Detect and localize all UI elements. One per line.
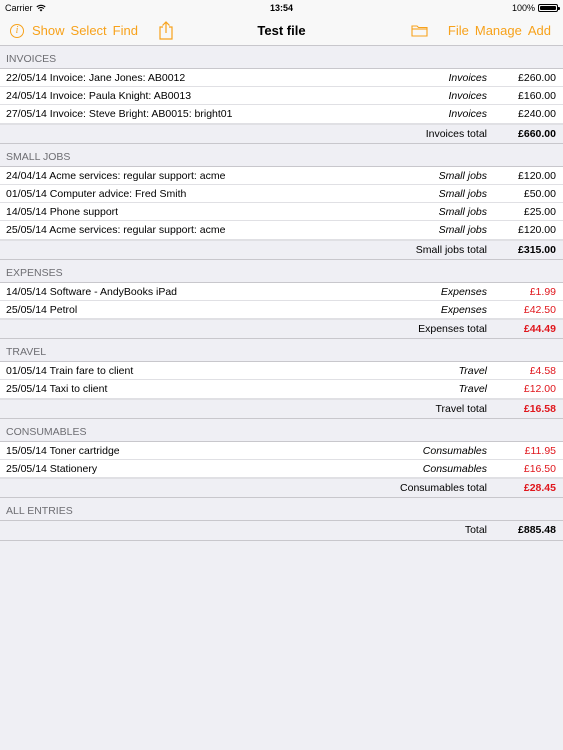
- entry-amount: £260.00: [518, 72, 556, 84]
- entry-amount: £120.00: [518, 224, 556, 237]
- show-button[interactable]: Show: [32, 23, 65, 38]
- section-total-row: [0, 319, 563, 338]
- nav-right-group: [411, 16, 551, 45]
- section-header-consumables: CONSUMABLES: [6, 425, 87, 438]
- table-row[interactable]: [0, 362, 563, 380]
- entry-category: Small jobs: [438, 187, 487, 200]
- entry-description: 25/05/14 Acme services: regular support: acme: [6, 224, 226, 237]
- document-title: Test file: [257, 23, 306, 38]
- entry-amount: £1.99: [529, 285, 556, 298]
- table-row[interactable]: [0, 283, 563, 301]
- info-icon[interactable]: i: [10, 24, 24, 38]
- entry-description: 27/05/14 Invoice: Steve Bright: AB0015: bright01: [6, 108, 233, 121]
- section-all-entries: [0, 520, 563, 540]
- entry-category: Expenses: [440, 303, 487, 316]
- entry-description: 24/04/14 Acme services: regular support: acme: [6, 169, 226, 182]
- entry-description: 25/05/14 Petrol: [6, 303, 78, 316]
- find-button[interactable]: Find: [112, 23, 138, 38]
- entry-category: Small jobs: [438, 206, 487, 219]
- entry-category: Travel: [458, 383, 487, 396]
- section-header-small-jobs: SMALL JOBS: [6, 150, 71, 163]
- entry-description: 25/05/14 Taxi to client: [6, 383, 108, 396]
- entry-amount: £16.50: [523, 463, 556, 475]
- entry-category: Invoices: [448, 72, 487, 84]
- carrier-label: Carrier: [5, 3, 33, 13]
- section-header-invoices: INVOICES: [6, 53, 57, 65]
- navigation-bar: [0, 16, 563, 46]
- entry-description: 15/05/14 Toner cartridge: [6, 444, 120, 457]
- manage-button[interactable]: Manage: [474, 23, 522, 38]
- table-row[interactable]: [0, 69, 563, 87]
- entry-description: 25/05/14 Stationery: [6, 463, 98, 475]
- entry-category: Expenses: [440, 285, 487, 298]
- entry-amount: £12.00: [523, 383, 556, 396]
- table-row[interactable]: [0, 87, 563, 105]
- grand-total-row: [0, 521, 563, 539]
- section-header-all-entries: ALL ENTRIES: [6, 505, 73, 518]
- table-row[interactable]: [0, 167, 563, 185]
- section-total-row: [0, 240, 563, 259]
- table-row[interactable]: [0, 301, 563, 319]
- folder-icon[interactable]: [411, 24, 428, 37]
- entry-amount: £240.00: [518, 108, 556, 121]
- total-label: Travel total: [435, 402, 487, 415]
- entry-amount: £120.00: [518, 169, 556, 182]
- total-label: Consumables total: [400, 482, 487, 495]
- entry-amount: £25.00: [523, 206, 556, 219]
- entry-description: 24/05/14 Invoice: Paula Knight: AB0013: [6, 90, 192, 103]
- grand-total-amount: £885.48: [518, 524, 556, 537]
- section-invoices: [0, 68, 563, 144]
- table-row[interactable]: [0, 442, 563, 460]
- table-row[interactable]: [0, 185, 563, 203]
- total-amount: £16.58: [523, 402, 556, 415]
- total-label: Expenses total: [418, 323, 487, 336]
- entry-category: Travel: [458, 365, 487, 378]
- entry-description: 14/05/14 Software - AndyBooks iPad: [6, 285, 178, 298]
- nav-left-group: [10, 16, 174, 45]
- status-bar: [0, 0, 563, 16]
- section-total-row: [0, 478, 563, 497]
- section-small-jobs: [0, 166, 563, 260]
- table-row[interactable]: [0, 380, 563, 398]
- section-total-row: [0, 124, 563, 143]
- section-travel: [0, 361, 563, 419]
- section-consumables: [0, 441, 563, 499]
- entry-amount: £50.00: [523, 187, 556, 200]
- entry-category: Small jobs: [438, 224, 487, 237]
- battery-percent: 100%: [511, 3, 535, 13]
- entry-amount: £160.00: [518, 90, 556, 103]
- table-row[interactable]: [0, 105, 563, 123]
- entry-description: 01/05/14 Train fare to client: [6, 365, 134, 378]
- share-icon[interactable]: [158, 21, 174, 40]
- total-amount: £315.00: [518, 243, 556, 256]
- total-label: Small jobs total: [415, 243, 487, 256]
- table-row[interactable]: [0, 460, 563, 478]
- total-amount: £44.49: [523, 323, 556, 336]
- table-row[interactable]: [0, 203, 563, 221]
- battery-icon: [538, 4, 558, 12]
- entry-category: Invoices: [448, 108, 487, 121]
- select-button[interactable]: Select: [70, 23, 107, 38]
- entry-category: Consumables: [422, 444, 487, 457]
- section-header-travel: TRAVEL: [6, 346, 47, 359]
- status-time: 13:54: [269, 3, 294, 13]
- entry-description: 14/05/14 Phone support: [6, 206, 119, 219]
- grand-total-label: Total: [464, 524, 487, 537]
- section-expenses: [0, 282, 563, 340]
- entry-category: Consumables: [422, 463, 487, 475]
- entry-description: 01/05/14 Computer advice: Fred Smith: [6, 187, 187, 200]
- file-button[interactable]: File: [447, 23, 469, 38]
- entry-amount: £42.50: [523, 303, 556, 316]
- entry-category: Small jobs: [438, 169, 487, 182]
- total-label: Invoices total: [425, 127, 487, 140]
- total-amount: £28.45: [523, 482, 556, 495]
- total-amount: £660.00: [518, 127, 556, 140]
- entry-amount: £4.58: [529, 365, 556, 378]
- table-row[interactable]: [0, 221, 563, 239]
- section-header-expenses: EXPENSES: [6, 266, 63, 279]
- entry-category: Invoices: [448, 90, 487, 103]
- entry-description: 22/05/14 Invoice: Jane Jones: AB0012: [6, 72, 186, 84]
- entry-amount: £11.95: [524, 444, 556, 457]
- section-total-row: [0, 399, 563, 418]
- battery-indicator: [512, 0, 558, 16]
- add-button[interactable]: Add: [527, 23, 551, 38]
